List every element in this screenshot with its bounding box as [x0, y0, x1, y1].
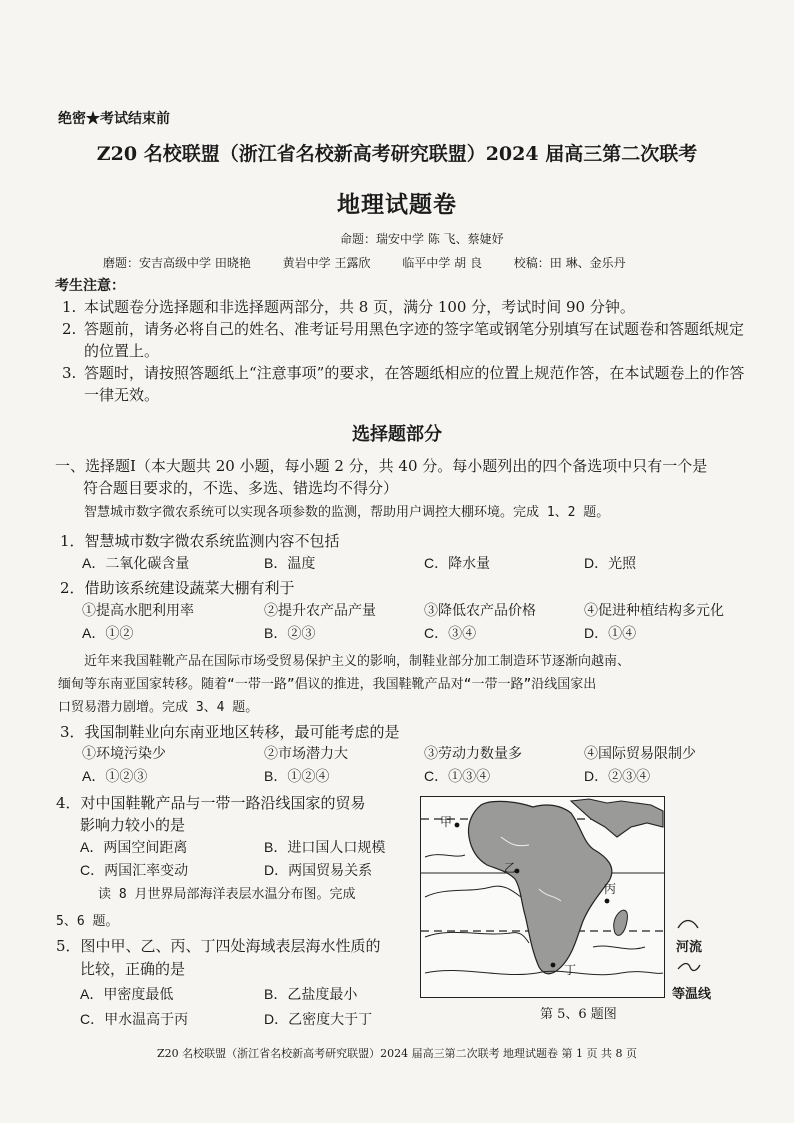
material-3-line: 读 8 月世界局部海洋表层水温分布图。完成 [98, 887, 356, 902]
map-caption: 第 5、6 题图 [540, 1007, 617, 1022]
q2-option-d[interactable]: D．①④ [584, 625, 637, 641]
q5-option-b[interactable]: B．乙盐度最小 [264, 986, 358, 1002]
madagascar [614, 910, 628, 935]
isotherm-legend-icon [676, 960, 702, 974]
isotherm [593, 946, 645, 949]
asia-landmass [571, 799, 663, 837]
q1-option-c[interactable]: C．降水量 [424, 555, 491, 571]
isotherm [425, 886, 521, 897]
map-drawing [421, 797, 664, 997]
q3-item: ②市场潜力大 [264, 745, 348, 761]
q3-option-d[interactable]: D．②③④ [584, 768, 651, 784]
q3-option-c[interactable]: C．①③④ [424, 768, 491, 784]
q3-option-b[interactable]: B．①②④ [264, 768, 330, 784]
question-2-stem: 2．借助该系统建设蔬菜大棚有利于 [60, 579, 295, 597]
isotherm [425, 855, 465, 857]
point-bing [605, 899, 610, 904]
q3-option-a[interactable]: A．①②③ [82, 768, 148, 784]
sea-temperature-map [420, 796, 665, 998]
page-footer: Z20 名校联盟（浙江省名校新高考研究联盟）2024 届高三第二次联考 地理试题卷 第 1 页 共 8 页 [156, 1047, 638, 1060]
q3-item: ④国际贸易限制少 [584, 745, 696, 761]
q5-option-a[interactable]: A．甲密度最低 [80, 986, 174, 1002]
reviewers [103, 254, 654, 271]
q2-item: ①提高水肥利用率 [82, 602, 194, 618]
q3-item: ①环境污染少 [82, 745, 166, 761]
notice-item [62, 362, 756, 406]
q4-option-b[interactable]: B．进口国人口规模 [264, 839, 386, 855]
material-1: 智慧城市数字微农系统可以实现各项参数的监测，帮助用户调控大棚环境。完成 1、2 题。 [84, 505, 610, 520]
q2-item: ④促进种植结构多元化 [584, 602, 724, 618]
q2-item: ②提升农产品产量 [264, 602, 376, 618]
q2-option-a[interactable]: A．①② [82, 625, 134, 641]
question-5-stem: 5．图中甲、乙、丙、丁四处海域表层海水性质的 [56, 937, 381, 955]
notice-title: 考生注意： [55, 278, 125, 294]
notice-text: 答题前，请务必将自己的姓名、准考证号用黑色字迹的签字笔或钢笔分别填写在试题卷和答题纸规定的位置上。 [84, 320, 745, 360]
part-heading-line: 符合题目要求的，不选、多选、错选均不得分） [83, 479, 399, 497]
legend-river: 河流 [676, 940, 703, 955]
notice-text: 答题时，请按照答题纸上“注意事项”的要求，在答题纸相应的位置上规范作答，在本试题卷上的作答一律无效。 [84, 364, 745, 404]
material-2-line: 近年来我国鞋靴产品在国际市场受贸易保护主义的影响，制鞋业部分加工制造环节逐渐向越南、 [84, 654, 631, 669]
question-1-stem: 1．智慧城市数字微农系统监测内容不包括 [60, 532, 340, 550]
notice-item [62, 296, 756, 318]
q2-item: ③降低农产品价格 [424, 602, 536, 618]
question-4-stem: 4．对中国鞋靴产品与一带一路沿线国家的贸易 [56, 794, 366, 812]
notice-item [62, 318, 756, 362]
label-yi: 乙 [504, 861, 517, 875]
legend-isotherm: 等温线 [672, 987, 712, 1002]
authors: 命题：瑞安中学 陈 飞、蔡婕妤 [340, 232, 504, 246]
reviewer: 磨题：安吉高级中学 田晓艳 [103, 256, 251, 270]
reviewer: 校稿：田 琳、金乐丹 [513, 256, 626, 270]
q4-option-c[interactable]: C．两国汇率变动 [80, 862, 189, 878]
secret-label: 绝密★考试结束前 [58, 111, 170, 127]
question-3-stem: 3．我国制鞋业向东南亚地区转移，最可能考虑的是 [60, 723, 400, 741]
q5-option-d[interactable]: D．乙密度大于丁 [264, 1011, 373, 1027]
reviewer: 黄岩中学 王露欣 [282, 256, 371, 270]
part-heading [55, 455, 755, 499]
q5-option-c[interactable]: C．甲水温高于丙 [80, 1011, 189, 1027]
q4-option-d[interactable]: D．两国贸易关系 [264, 862, 373, 878]
question-4-stem-cont: 影响力较小的是 [80, 816, 186, 834]
notice-num: 3. [62, 364, 77, 382]
paper-title: 地理试题卷 [337, 191, 457, 218]
river-legend-icon [676, 916, 700, 932]
point-jia [455, 823, 460, 828]
material-2-line: 缅甸等东南亚国家转移。随着“一带一路”倡议的推进，我国鞋靴产品对“一带一路”沿线国家出 [58, 677, 597, 692]
section-title: 选择题部分 [352, 424, 442, 445]
notice-text: 本试题卷分选择题和非选择题两部分，共 8 页，满分 100 分，考试时间 90 分钟。 [84, 298, 635, 316]
material-3-line: 5、6 题。 [56, 914, 119, 929]
notice-num: 1. [62, 298, 77, 316]
q1-option-b[interactable]: B．温度 [264, 555, 316, 571]
q4-option-a[interactable]: A．两国空间距离 [80, 839, 188, 855]
q2-option-c[interactable]: C．③④ [424, 625, 477, 641]
label-bing: 丙 [604, 882, 617, 896]
part-heading-line: 一、选择题Ⅰ（本大题共 20 小题，每小题 2 分，共 40 分。每小题列出的四个备选项中只有一个是 [55, 457, 708, 475]
label-jia: 甲 [440, 815, 453, 829]
q2-option-b[interactable]: B．②③ [264, 625, 316, 641]
point-ding [551, 963, 556, 968]
label-ding: 丁 [564, 963, 577, 977]
question-5-stem-cont: 比较，正确的是 [80, 960, 186, 978]
notice-num: 2. [62, 320, 77, 338]
isotherm [425, 932, 529, 943]
q3-item: ③劳动力数量多 [424, 745, 522, 761]
exam-title: Z20 名校联盟（浙江省名校新高考研究联盟）2024 届高三第二次联考 [96, 143, 698, 165]
q1-option-a[interactable]: A．二氧化碳含量 [82, 555, 190, 571]
q1-option-d[interactable]: D．光照 [584, 555, 637, 571]
material-2-line: 口贸易潜力剧增。完成 3、4 题。 [58, 700, 259, 715]
reviewer: 临平中学 胡 良 [402, 256, 482, 270]
